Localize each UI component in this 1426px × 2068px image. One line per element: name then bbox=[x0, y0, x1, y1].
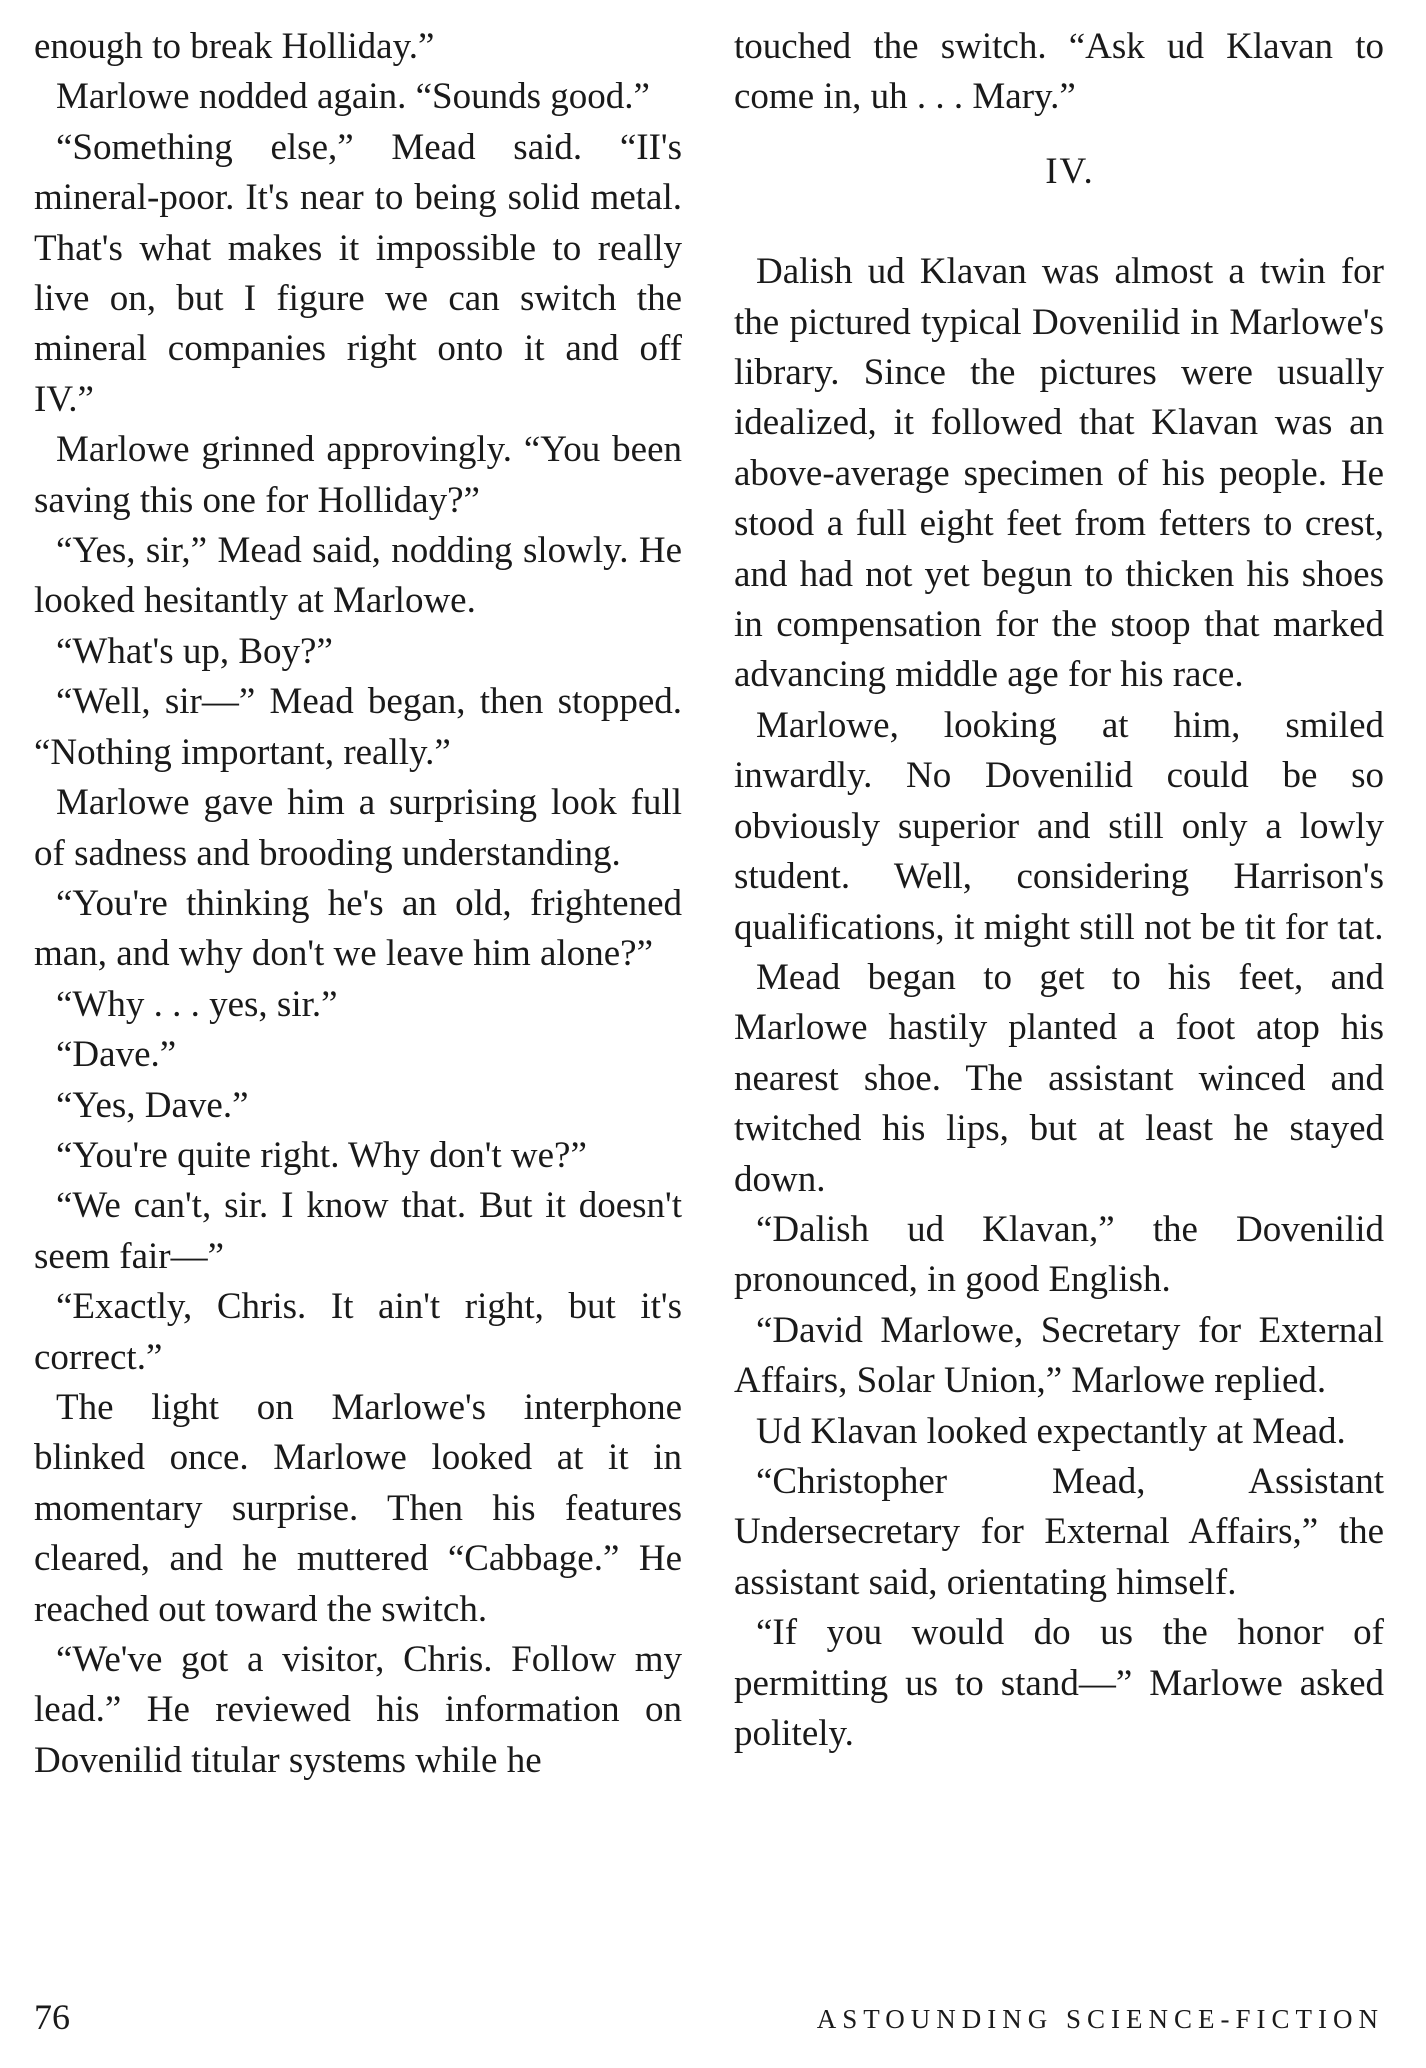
paragraph: Marlowe nodded again. “Sounds good.” bbox=[56, 76, 650, 118]
left-column bbox=[34, 22, 682, 1786]
paragraph: “Yes, Dave.” bbox=[56, 1084, 249, 1126]
paragraph: “Why . . . yes, sir.” bbox=[56, 983, 338, 1025]
paragraph: Dalish ud Klavan was almost a twin for the pictured typical Dovenilid in Marlowe's library. Since the pictures were usually idealized, it followed that Klavan was an above-average specimen of his people. He stood a full eight feet from fetters to crest, and had not yet begun to thicken his shoes in compensation for the stoop that marked advancing middle age for his race. bbox=[734, 251, 1384, 696]
paragraph: “Dalish ud Klavan,” the Dovenilid pronounced, in good English. bbox=[734, 1208, 1384, 1301]
paragraph: Marlowe grinned approvingly. “You been saving this one for Holliday?” bbox=[34, 429, 682, 521]
page-footer bbox=[34, 1996, 1384, 2046]
paragraph: “David Marlowe, Secretary for External Affairs, Solar Union,” Marlowe replied. bbox=[734, 1309, 1384, 1402]
paragraph: “Well, sir—” Mead began, then stopped. “Nothing important, really.” bbox=[34, 681, 682, 773]
paragraph: “What's up, Boy?” bbox=[56, 630, 333, 672]
paragraph: “We've got a visitor, Chris. Follow my lead.” He reviewed his information on Dovenilid titular systems while he bbox=[34, 1639, 682, 1781]
paragraph: “If you would do us the honor of permitting us to stand—” Marlowe asked politely. bbox=[734, 1612, 1384, 1754]
paragraph: Marlowe, looking at him, smiled inwardly. No Dovenilid could be so obviously superior and still only a lowly student. Well, considering Harrison's qualifications, it might still not be tit for tat. bbox=[734, 704, 1384, 948]
paragraph: touched the switch. “Ask ud Klavan to come in, uh . . . Mary.” bbox=[734, 26, 1384, 118]
paragraph: Mead began to get to his feet, and Marlowe hastily planted a foot atop his nearest shoe. The assistant winced and twitched his lips, but at least he stayed down. bbox=[734, 956, 1384, 1200]
paragraph: “Dave.” bbox=[56, 1034, 177, 1076]
right-column bbox=[734, 22, 1384, 1759]
paragraph: “You're quite right. Why don't we?” bbox=[56, 1134, 587, 1176]
paragraph: “We can't, sir. I know that. But it doesn't seem fair—” bbox=[34, 1185, 682, 1277]
paragraph: “Christopher Mead, Assistant Undersecretary for External Affairs,” the assistant said, orientating himself. bbox=[734, 1460, 1384, 1603]
paragraph: The light on Marlowe's interphone blinked once. Marlowe looked at it in momentary surprise. Then his features cleared, and he muttered “Cabbage.” He reached out toward the switch. bbox=[34, 1386, 682, 1630]
paragraph: Ud Klavan looked expectantly at Mead. bbox=[756, 1410, 1346, 1452]
paragraph: “Yes, sir,” Mead said, nodding slowly. He looked hesitantly at Marlowe. bbox=[34, 530, 682, 622]
paragraph: “You're thinking he's an old, frightened man, and why don't we leave him alone?” bbox=[34, 882, 682, 975]
section-heading: IV. bbox=[1045, 150, 1095, 192]
page-number: 76 bbox=[34, 1997, 70, 2037]
paragraph: enough to break Holliday.” bbox=[34, 26, 435, 67]
paragraph: Marlowe gave him a surprising look full of sadness and brooding understanding. bbox=[34, 782, 682, 874]
running-title: ASTOUNDING SCIENCE-FICTION bbox=[816, 2004, 1384, 2034]
paragraph: “Exactly, Chris. It ain't right, but it's correct.” bbox=[34, 1286, 682, 1378]
paragraph: “Something else,” Mead said. “II's mineral-poor. It's near to being solid metal. That's what makes it impossible to really live on, but I figure we can switch the mineral companies right onto it and off IV.” bbox=[34, 126, 682, 420]
